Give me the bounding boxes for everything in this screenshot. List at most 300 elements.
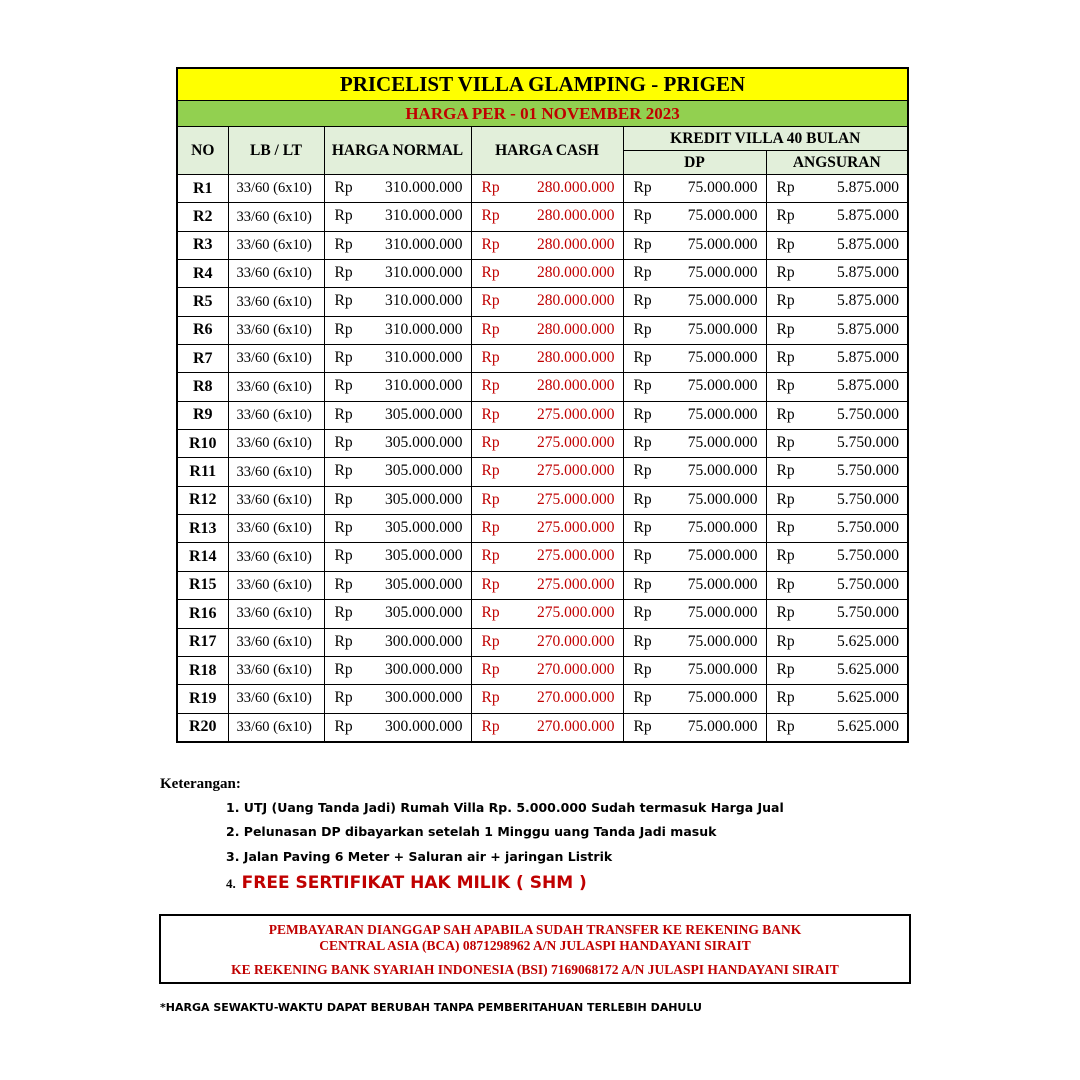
row-harga-cash — [471, 175, 623, 203]
header-harga-cash: HARGA CASH — [471, 127, 623, 175]
currency-label: Rp — [776, 235, 795, 253]
table-row — [177, 685, 908, 713]
currency-label: Rp — [334, 179, 353, 196]
currency-label: Rp — [334, 717, 353, 735]
row-dp — [623, 316, 766, 344]
row-dp — [623, 458, 766, 486]
table-title: PRICELIST VILLA GLAMPING - PRIGEN — [177, 68, 908, 101]
row-angsuran — [766, 231, 908, 259]
row-dp — [623, 430, 766, 458]
row-size: 33/60 (6x10) — [228, 656, 324, 684]
row-size: 33/60 (6x10) — [228, 430, 324, 458]
amount: 305.000.000 — [385, 547, 463, 565]
amount: 5.750.000 — [837, 547, 900, 565]
table-row — [177, 713, 908, 742]
row-harga-normal — [324, 685, 471, 713]
amount: 275.000.000 — [537, 462, 615, 480]
row-harga-cash — [471, 203, 623, 231]
row-number: R15 — [177, 571, 228, 599]
row-number: R4 — [177, 260, 228, 288]
amount: 270.000.000 — [537, 717, 615, 735]
amount: 275.000.000 — [537, 519, 615, 537]
currency-label: Rp — [776, 349, 795, 367]
currency-label: Rp — [633, 264, 652, 282]
row-size: 33/60 (6x10) — [228, 288, 324, 316]
amount: 305.000.000 — [385, 405, 463, 423]
amount: 75.000.000 — [687, 717, 758, 735]
currency-label: Rp — [481, 235, 500, 253]
note-item: 3. Jalan Paving 6 Meter + Saluran air + jaringan Listrik — [226, 848, 613, 864]
row-size: 33/60 (6x10) — [228, 628, 324, 656]
table-row — [177, 260, 908, 288]
currency-label: Rp — [633, 717, 652, 735]
row-number: R5 — [177, 288, 228, 316]
amount: 5.750.000 — [837, 405, 900, 423]
row-harga-normal — [324, 515, 471, 543]
row-angsuran — [766, 515, 908, 543]
currency-label: Rp — [633, 320, 652, 338]
row-size: 33/60 (6x10) — [228, 458, 324, 486]
row-number: R16 — [177, 600, 228, 628]
row-harga-cash — [471, 458, 623, 486]
currency-label: Rp — [334, 575, 353, 593]
note-item: 2. Pelunasan DP dibayarkan setelah 1 Minggu uang Tanda Jadi masuk — [226, 824, 717, 840]
currency-label: Rp — [334, 519, 353, 537]
row-number: R19 — [177, 685, 228, 713]
currency-label: Rp — [776, 547, 795, 565]
row-size: 33/60 (6x10) — [228, 685, 324, 713]
table-row — [177, 231, 908, 259]
row-angsuran — [766, 600, 908, 628]
amount: 75.000.000 — [687, 235, 758, 253]
price-table — [176, 67, 909, 743]
currency-label: Rp — [334, 235, 353, 253]
currency-label: Rp — [776, 462, 795, 480]
currency-label: Rp — [481, 405, 500, 423]
row-number: R17 — [177, 628, 228, 656]
row-size: 33/60 (6x10) — [228, 260, 324, 288]
amount: 75.000.000 — [687, 490, 758, 508]
table-row — [177, 316, 908, 344]
amount: 280.000.000 — [537, 377, 615, 395]
amount: 305.000.000 — [385, 575, 463, 593]
currency-label: Rp — [776, 632, 795, 650]
amount: 310.000.000 — [385, 292, 463, 310]
amount: 75.000.000 — [687, 434, 758, 452]
row-harga-normal — [324, 316, 471, 344]
currency-label: Rp — [334, 405, 353, 423]
note-number: 4. — [226, 875, 236, 891]
amount: 75.000.000 — [687, 292, 758, 310]
table-row — [177, 515, 908, 543]
currency-label: Rp — [481, 632, 500, 650]
amount: 75.000.000 — [687, 179, 758, 196]
amount: 5.750.000 — [837, 604, 900, 622]
currency-label: Rp — [334, 264, 353, 282]
note-item: 1. UTJ (Uang Tanda Jadi) Rumah Villa Rp. 5.000.000 Sudah termasuk Harga Jual — [226, 800, 784, 815]
amount: 75.000.000 — [687, 604, 758, 622]
row-dp — [623, 571, 766, 599]
note-text: FREE SERTIFIKAT HAK MILIK ( SHM ) — [241, 872, 587, 893]
table-row — [177, 401, 908, 429]
row-angsuran — [766, 373, 908, 401]
currency-label: Rp — [776, 604, 795, 622]
currency-label: Rp — [633, 405, 652, 423]
notes-list — [226, 800, 784, 897]
amount: 280.000.000 — [537, 320, 615, 338]
payment-info-box — [159, 914, 911, 984]
header-dp: DP — [623, 151, 766, 175]
amount: 5.750.000 — [837, 462, 900, 480]
table-row — [177, 288, 908, 316]
currency-label: Rp — [481, 717, 500, 735]
row-number: R8 — [177, 373, 228, 401]
row-harga-normal — [324, 628, 471, 656]
row-number: R9 — [177, 401, 228, 429]
notes-heading: Keterangan: — [160, 776, 241, 792]
row-harga-cash — [471, 571, 623, 599]
row-dp — [623, 288, 766, 316]
amount: 75.000.000 — [687, 264, 758, 282]
row-number: R10 — [177, 430, 228, 458]
row-dp — [623, 345, 766, 373]
row-angsuran — [766, 260, 908, 288]
row-size: 33/60 (6x10) — [228, 571, 324, 599]
row-number: R2 — [177, 203, 228, 231]
row-angsuran — [766, 203, 908, 231]
amount: 5.750.000 — [837, 434, 900, 452]
currency-label: Rp — [776, 292, 795, 310]
row-number: R20 — [177, 713, 228, 742]
row-harga-normal — [324, 458, 471, 486]
row-harga-normal — [324, 430, 471, 458]
row-harga-cash — [471, 656, 623, 684]
currency-label: Rp — [481, 377, 500, 395]
row-harga-cash — [471, 345, 623, 373]
row-harga-cash — [471, 543, 623, 571]
row-angsuran — [766, 316, 908, 344]
row-dp — [623, 713, 766, 742]
row-harga-cash — [471, 401, 623, 429]
payment-line: PEMBAYARAN DIANGGAP SAH APABILA SUDAH TRANSFER KE REKENING BANK — [268, 922, 802, 937]
currency-label: Rp — [334, 604, 353, 622]
table-row — [177, 628, 908, 656]
currency-label: Rp — [334, 349, 353, 367]
amount: 305.000.000 — [385, 604, 463, 622]
row-angsuran — [766, 486, 908, 514]
currency-label: Rp — [776, 405, 795, 423]
row-number: R13 — [177, 515, 228, 543]
currency-label: Rp — [633, 632, 652, 650]
currency-label: Rp — [776, 575, 795, 593]
currency-label: Rp — [633, 349, 652, 367]
amount: 5.625.000 — [837, 689, 900, 707]
note-item-free-certificate — [226, 873, 784, 897]
currency-label: Rp — [633, 604, 652, 622]
payment-line: KE REKENING BANK SYARIAH INDONESIA (BSI) 7169068172 A/N JULASPI HANDAYANI SIRAIT — [231, 962, 839, 977]
row-harga-cash — [471, 486, 623, 514]
row-harga-cash — [471, 515, 623, 543]
currency-label: Rp — [633, 689, 652, 707]
amount: 310.000.000 — [385, 377, 463, 395]
row-harga-cash — [471, 260, 623, 288]
currency-label: Rp — [776, 179, 795, 196]
currency-label: Rp — [481, 292, 500, 310]
row-angsuran — [766, 458, 908, 486]
currency-label: Rp — [776, 264, 795, 282]
currency-label: Rp — [334, 462, 353, 480]
currency-label: Rp — [633, 292, 652, 310]
row-harga-normal — [324, 373, 471, 401]
amount: 280.000.000 — [537, 292, 615, 310]
amount: 75.000.000 — [687, 349, 758, 367]
amount: 300.000.000 — [385, 632, 463, 650]
currency-label: Rp — [776, 660, 795, 678]
row-dp — [623, 231, 766, 259]
currency-label: Rp — [334, 292, 353, 310]
currency-label: Rp — [633, 462, 652, 480]
row-dp — [623, 260, 766, 288]
header-angsuran: ANGSURAN — [766, 151, 908, 175]
currency-label: Rp — [334, 689, 353, 707]
row-size: 33/60 (6x10) — [228, 543, 324, 571]
table-row — [177, 203, 908, 231]
row-dp — [623, 401, 766, 429]
row-dp — [623, 656, 766, 684]
currency-label: Rp — [481, 179, 500, 196]
currency-label: Rp — [481, 349, 500, 367]
header-kredit: KREDIT VILLA 40 BULAN — [623, 127, 908, 151]
row-harga-normal — [324, 656, 471, 684]
amount: 5.875.000 — [837, 320, 900, 338]
row-harga-cash — [471, 288, 623, 316]
amount: 300.000.000 — [385, 660, 463, 678]
amount: 75.000.000 — [687, 689, 758, 707]
row-harga-cash — [471, 628, 623, 656]
amount: 75.000.000 — [687, 632, 758, 650]
currency-label: Rp — [334, 434, 353, 452]
amount: 75.000.000 — [687, 377, 758, 395]
currency-label: Rp — [334, 207, 353, 225]
amount: 5.875.000 — [837, 207, 900, 225]
row-angsuran — [766, 401, 908, 429]
row-harga-cash — [471, 713, 623, 742]
currency-label: Rp — [633, 660, 652, 678]
row-harga-normal — [324, 571, 471, 599]
amount: 275.000.000 — [537, 547, 615, 565]
currency-label: Rp — [633, 179, 652, 196]
amount: 270.000.000 — [537, 660, 615, 678]
row-size: 33/60 (6x10) — [228, 486, 324, 514]
header-harga-normal: HARGA NORMAL — [324, 127, 471, 175]
amount: 5.875.000 — [837, 349, 900, 367]
amount: 275.000.000 — [537, 405, 615, 423]
table-row — [177, 600, 908, 628]
amount: 75.000.000 — [687, 320, 758, 338]
amount: 310.000.000 — [385, 207, 463, 225]
amount: 280.000.000 — [537, 264, 615, 282]
table-row — [177, 571, 908, 599]
row-number: R7 — [177, 345, 228, 373]
row-harga-normal — [324, 600, 471, 628]
table-row — [177, 458, 908, 486]
row-size: 33/60 (6x10) — [228, 373, 324, 401]
currency-label: Rp — [633, 207, 652, 225]
row-harga-cash — [471, 231, 623, 259]
amount: 5.625.000 — [837, 717, 900, 735]
currency-label: Rp — [633, 434, 652, 452]
table-row — [177, 430, 908, 458]
currency-label: Rp — [776, 377, 795, 395]
row-angsuran — [766, 628, 908, 656]
currency-label: Rp — [633, 547, 652, 565]
row-size: 33/60 (6x10) — [228, 175, 324, 203]
row-size: 33/60 (6x10) — [228, 515, 324, 543]
row-dp — [623, 515, 766, 543]
currency-label: Rp — [334, 320, 353, 338]
row-harga-cash — [471, 316, 623, 344]
row-number: R3 — [177, 231, 228, 259]
row-size: 33/60 (6x10) — [228, 231, 324, 259]
currency-label: Rp — [776, 519, 795, 537]
row-harga-normal — [324, 231, 471, 259]
footnote: *HARGA SEWAKTU-WAKTU DAPAT BERUBAH TANPA PEMBERITAHUAN TERLEBIH DAHULU — [160, 1001, 702, 1014]
amount: 5.625.000 — [837, 632, 900, 650]
row-harga-normal — [324, 203, 471, 231]
amount: 310.000.000 — [385, 179, 463, 196]
row-harga-normal — [324, 175, 471, 203]
row-size: 33/60 (6x10) — [228, 316, 324, 344]
currency-label: Rp — [481, 604, 500, 622]
row-number: R1 — [177, 175, 228, 203]
row-dp — [623, 486, 766, 514]
row-size: 33/60 (6x10) — [228, 345, 324, 373]
row-number: R18 — [177, 656, 228, 684]
amount: 270.000.000 — [537, 632, 615, 650]
amount: 300.000.000 — [385, 689, 463, 707]
row-harga-normal — [324, 345, 471, 373]
row-number: R6 — [177, 316, 228, 344]
row-size: 33/60 (6x10) — [228, 713, 324, 742]
amount: 75.000.000 — [687, 660, 758, 678]
row-harga-cash — [471, 430, 623, 458]
row-dp — [623, 600, 766, 628]
currency-label: Rp — [334, 377, 353, 395]
row-harga-cash — [471, 373, 623, 401]
currency-label: Rp — [334, 490, 353, 508]
row-angsuran — [766, 713, 908, 742]
currency-label: Rp — [334, 660, 353, 678]
currency-label: Rp — [776, 490, 795, 508]
currency-label: Rp — [481, 660, 500, 678]
row-angsuran — [766, 288, 908, 316]
row-harga-normal — [324, 260, 471, 288]
amount: 5.875.000 — [837, 292, 900, 310]
currency-label: Rp — [481, 519, 500, 537]
table-row — [177, 486, 908, 514]
row-size: 33/60 (6x10) — [228, 401, 324, 429]
row-angsuran — [766, 685, 908, 713]
amount: 75.000.000 — [687, 547, 758, 565]
amount: 305.000.000 — [385, 519, 463, 537]
row-angsuran — [766, 543, 908, 571]
currency-label: Rp — [776, 320, 795, 338]
row-number: R11 — [177, 458, 228, 486]
row-harga-cash — [471, 685, 623, 713]
amount: 310.000.000 — [385, 349, 463, 367]
amount: 305.000.000 — [385, 490, 463, 508]
currency-label: Rp — [481, 264, 500, 282]
row-harga-normal — [324, 288, 471, 316]
payment-line: CENTRAL ASIA (BCA) 0871298962 A/N JULASPI HANDAYANI SIRAIT — [319, 938, 751, 953]
row-harga-normal — [324, 401, 471, 429]
currency-label: Rp — [481, 207, 500, 225]
amount: 270.000.000 — [537, 689, 615, 707]
row-angsuran — [766, 656, 908, 684]
row-harga-cash — [471, 600, 623, 628]
currency-label: Rp — [633, 575, 652, 593]
row-dp — [623, 628, 766, 656]
currency-label: Rp — [481, 689, 500, 707]
amount: 280.000.000 — [537, 349, 615, 367]
amount: 5.750.000 — [837, 519, 900, 537]
price-date: HARGA PER - 01 NOVEMBER 2023 — [177, 101, 908, 127]
amount: 275.000.000 — [537, 434, 615, 452]
row-number: R12 — [177, 486, 228, 514]
amount: 75.000.000 — [687, 519, 758, 537]
currency-label: Rp — [633, 377, 652, 395]
row-size: 33/60 (6x10) — [228, 203, 324, 231]
currency-label: Rp — [334, 547, 353, 565]
row-dp — [623, 373, 766, 401]
row-number: R14 — [177, 543, 228, 571]
amount: 5.875.000 — [837, 377, 900, 395]
amount: 5.750.000 — [837, 575, 900, 593]
currency-label: Rp — [633, 519, 652, 537]
row-dp — [623, 203, 766, 231]
table-row — [177, 175, 908, 203]
currency-label: Rp — [481, 547, 500, 565]
row-angsuran — [766, 345, 908, 373]
currency-label: Rp — [481, 462, 500, 480]
amount: 5.625.000 — [837, 660, 900, 678]
currency-label: Rp — [481, 575, 500, 593]
row-dp — [623, 685, 766, 713]
amount: 275.000.000 — [537, 575, 615, 593]
row-dp — [623, 543, 766, 571]
currency-label: Rp — [633, 490, 652, 508]
currency-label: Rp — [633, 235, 652, 253]
row-harga-normal — [324, 486, 471, 514]
table-row — [177, 543, 908, 571]
currency-label: Rp — [776, 207, 795, 225]
amount: 5.875.000 — [837, 235, 900, 253]
row-angsuran — [766, 571, 908, 599]
amount: 75.000.000 — [687, 207, 758, 225]
amount: 75.000.000 — [687, 405, 758, 423]
amount: 300.000.000 — [385, 717, 463, 735]
amount: 280.000.000 — [537, 179, 615, 196]
currency-label: Rp — [481, 490, 500, 508]
amount: 310.000.000 — [385, 235, 463, 253]
amount: 305.000.000 — [385, 434, 463, 452]
currency-label: Rp — [481, 320, 500, 338]
row-angsuran — [766, 430, 908, 458]
amount: 310.000.000 — [385, 320, 463, 338]
amount: 275.000.000 — [537, 490, 615, 508]
amount: 280.000.000 — [537, 235, 615, 253]
table-row — [177, 656, 908, 684]
